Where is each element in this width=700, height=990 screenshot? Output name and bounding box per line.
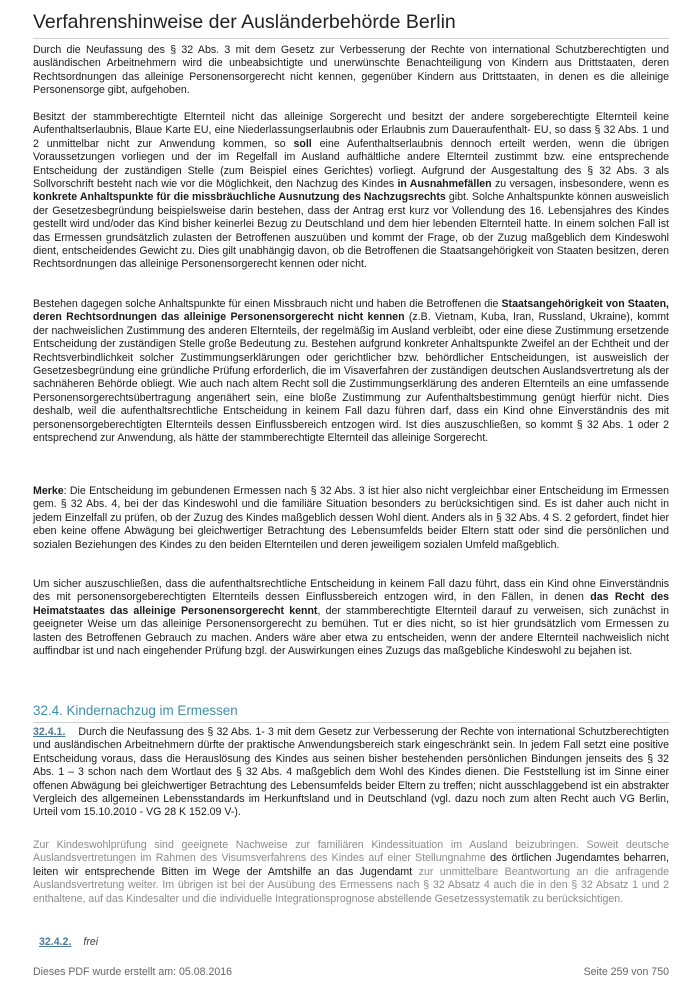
p2-text-g: gibt. Solche Anhaltspunkte können ausweislich der Gesetzesbegründung beispielsweise darin bestehen, dass der Antrag erst kurz vor Vollendung des 16. Lebensjahres des Kindes gestellt wird und/oder das Kind bisher keinerlei Bezug zu Deutschland und dem hier lebenden Elternteil hatte. In einem solchen Fall ist das Ermessen grundsätzlich zulasten der Betroffenen auszuüben und kommt der Frage, ob der Zuzug maßgeblich dem Kindeswohl dient, entscheidendes Gewicht zu. Dies gilt unabhängig davon, ob die Betroffenen die Staatsangehörigkeit von Staaten besitzen, deren Rechtsordnungen das alleinige Personensorgerecht kennen oder nicht. bbox=[33, 191, 669, 271]
section-text-1: Durch die Neufassung des § 32 Abs. 1- 3 mit dem Gesetz zur Verbesserung der Rechte von international Schutzberechtigten und ausländischen Arbeitnehmern dürfte der praktische Anwendungsbereich stark eingeschränkt sein. In jedem Fall setzt eine positive Entscheidung voraus, dass die Herauslösung des Kindes aus seinen bisher bestehenden persönlichen Bindungen jenseits des § 32 Abs. 1 – 3 schon nach dem Wortlaut des § 32 Abs. 4 maßgeblich dem Wohl des Kindes dienen. Die Feststellung ist im Sinne einer offenen Abwägung bei gleichwertiger Betrachtung des Lebensumfelds beider Eltern zu treffen; nicht ausschlaggebend ist ein abstrakter Vergleich des allgemeinen Lebensstandards im Herkunftsland und in Deutschland (vgl. dazu noch zum alten Recht auch VG Berlin, Urteil vom 15.10.2010 - VG 28 K 152.09 V-). bbox=[33, 726, 669, 819]
p2-text-a: Besitzt der stammberechtigte Elternteil nicht das alleinige Sorgerecht und besitzt der andere sorgeberechtigte Elternteil keine Aufenthaltserlaubnis, Blaue Karte EU, eine Niederlassungserlaubnis oder Erlaubnis zum Daueraufenthalt- EU, so dass § 32 Abs. 1 und 2 unmittelbar nicht zur Anwendung kommen, so bbox=[33, 111, 669, 150]
p2-bold-soll: soll bbox=[293, 137, 312, 150]
p2-text-c: eine Aufenthaltserlaubnis dennoch erteilt werden, wenn die übrigen Voraussetzungen vorliegen und der im Regelfall im Ausland aufhältliche andere Elternteil zustimmt bzw. eine entsprechende Entscheidung der zuständigen Stelle (zum Beispiel eines Gerichtes) vorliegt. Aufgrund der Ausgestaltung des § 32 Abs. 3 als Sollvorschrift besteht nach wie vor die Möglichkeit, den Nachzug des Kindes bbox=[33, 137, 669, 191]
section-heading: 32.4. Kindernachzug im Ermessen bbox=[33, 702, 669, 723]
p5-text-c: , der stammberechtigte Elternteil darauf zu verweisen, sich zunächst in geeigneter Weise um das alleinige Personensorgerecht zu bemühen. Tut er dies nicht, so ist hier grundsätzlich vom Ermessen zu lasten des Betroffenen Gebrauch zu machen. Anders wäre aber etwa zu entscheiden, wenn der andere Elternteil nachweislich nicht auffindbar ist und nach eingehender Prüfung bzgl. der Auswirkungen eines Zuzugs das maßgebliche Kindeswohl zu bejahen ist. bbox=[33, 604, 669, 658]
p3-bold-staaten: Staatsangehörigkeit von Staaten, deren Rechtsordnungen das alleinige Personensorgerecht nicht kennen bbox=[33, 298, 669, 324]
paragraph-2 bbox=[33, 111, 669, 272]
section-paragraph-1 bbox=[33, 726, 669, 820]
p2-bold-anhaltspunkte: konkrete Anhaltspunkte für die missbräuchliche Ausnutzung des Nachzugsrechts bbox=[33, 191, 446, 204]
p2-text-e: zu versagen, insbesondere, wenn es bbox=[491, 178, 669, 191]
paragraph-1: Durch die Neufassung des § 32 Abs. 3 mit dem Gesetz zur Verbesserung der Rechte von international Schutzberechtigten und ausländischen Arbeitnehmern wird die unbeabsichtigte und unerwünschte Benachteiligung von Kindern aus Drittstaaten, deren Rechtsordnungen das alleinige Personensorgerecht nicht kennen, gegenüber Kindern aus Drittstaaten, in denen es die alleinige Personensorge gibt, aufgehoben. bbox=[33, 44, 669, 97]
footer-page-number: Seite 259 von 750 bbox=[583, 966, 669, 978]
section-number-link-2[interactable]: 32.4.2. bbox=[39, 936, 72, 948]
p5-text-a: Um sicher auszuschließen, dass die aufenthaltsrechtliche Entscheidung in keinem Fall dazu führt, dass ein Kind ohne Einverständnis des mit personensorgeberechtigten Elternteils dessen Einflussbereich entzogen wird, in den Fällen, in denen bbox=[33, 578, 669, 604]
page-title: Verfahrenshinweise der Ausländerbehörde Berlin bbox=[33, 9, 669, 39]
p3-text-a: Bestehen dagegen solche Anhaltspunkte für einen Missbrauch nicht und haben die Betroffenen die bbox=[33, 298, 502, 310]
section-paragraph-3 bbox=[33, 936, 669, 949]
s2-text-a: Zur Kindeswohlprüfung sind geeignete Nachweise zur familiären Kindessituation im Ausland beizubringen. Soweit deutsche Auslandsvertretungen im Rahmen des Visumsverfahrens des Kindes auf einer Stellungnahme bbox=[33, 839, 669, 865]
paragraph-3 bbox=[33, 298, 669, 445]
p4-text-b: : Die Entscheidung im gebundenen Ermessen nach § 32 Abs. 3 ist hier also nicht vergleichbar einer Entscheidung im Ermessen gem. § 32 Abs. 4, bei der das Kindeswohl und die familiäre Situation besonders zu berücksichtigen sind. Es ist daher auch nicht in jedem Einzelfall zu prüfen, ob der Zuzug des Kindes maßgeblich dessen Wohl dient. Anders als in § 32 Abs. 4 S. 2 gefordert, findet hier eben keine offene Abwägung bei gleichwertiger Betrachtung des Lebensumfelds beider Eltern statt oder sind die persönlichen und sozialen Beziehungen des Kindes zu den beiden Elternteilen und deren jeweiligem sozialen Umfeld maßgeblich. bbox=[33, 485, 669, 551]
footer-created: Dieses PDF wurde erstellt am: 05.08.2016 bbox=[33, 966, 233, 978]
p4-bold-merke: Merke bbox=[33, 485, 64, 497]
p2-bold-ausnahme: in Ausnahmefällen bbox=[397, 178, 492, 191]
p3-text-c: (z.B. Vietnam, Kuba, Iran, Russland, Ukraine), kommt der nachweislichen Zustimmung des anderen Elternteils, der regelmäßig im Ausland verbleibt, oder eine diese Zustimmung ersetzende Entscheidung der zuständigen Stelle große Bedeutung zu. Bestehen aufgrund konkreter Anhaltspunkte Zweifel an der Echtheit und der Rechtsverbindlichkeit solcher Zustimmungserklärungen oder gerichtlicher bzw. behördlicher Entscheidungen, ist ausweislich der Gesetzesbegründung eine gründliche Prüfung erforderlich, die im Visaverfahren der zuständigen deutschen Auslandsvertretung als der sachnäheren Behörde obliegt. Wie auch nach altem Recht soll die Zustimmungserklärung des anderen Elternteils an eine umfassende Personensorgerechtsübertragung angenähert sein, eine bloße Zustimmung zur Aufenthaltsbestimmung genügt hierfür nicht. Dies deshalb, weil die aufenthaltsrechtliche Entscheidung in keinem Fall dazu führen darf, dass ein Kind ohne Einverständnis des mit personensorgeberechtigten Elternteils dessen Einflussbereich entzogen wird. Ist dies auszuschließen, so kommt § 32 Abs. 1 oder 2 entsprechend zur Anwendung, als hätte der stammberechtigte Elternteil das alleinige Sorgerecht. bbox=[33, 311, 669, 445]
section-paragraph-2 bbox=[33, 839, 669, 906]
frei-text: frei bbox=[83, 936, 99, 948]
paragraph-4 bbox=[33, 485, 669, 552]
section-number-link[interactable]: 32.4.1. bbox=[33, 726, 66, 738]
p5-bold-heimatstaat: das Recht des Heimatstaates das alleinige Personensorgerecht kennt bbox=[33, 591, 669, 617]
s2-text-b: des örtlichen Jugendamtes beharren, leiten wir entsprechende Bitten im Wege der Amtshilfe an das Jugendamt bbox=[33, 852, 669, 878]
paragraph-5 bbox=[33, 578, 669, 658]
page-footer bbox=[33, 965, 669, 979]
s2-text-c: zur unmittelbare Beantwortung an die anfragende Auslandsvertretung weiter. Im übrigen ist bei der Ausübung des Ermessens nach § 32 Absatz 4 auch die in den § 32 Absatz 1 und 2 enthaltene, auf das Kindesalter und die individuelle Integrationsprognose abstellende Gesetzessystematik zu berücksichtigen. bbox=[33, 865, 669, 905]
